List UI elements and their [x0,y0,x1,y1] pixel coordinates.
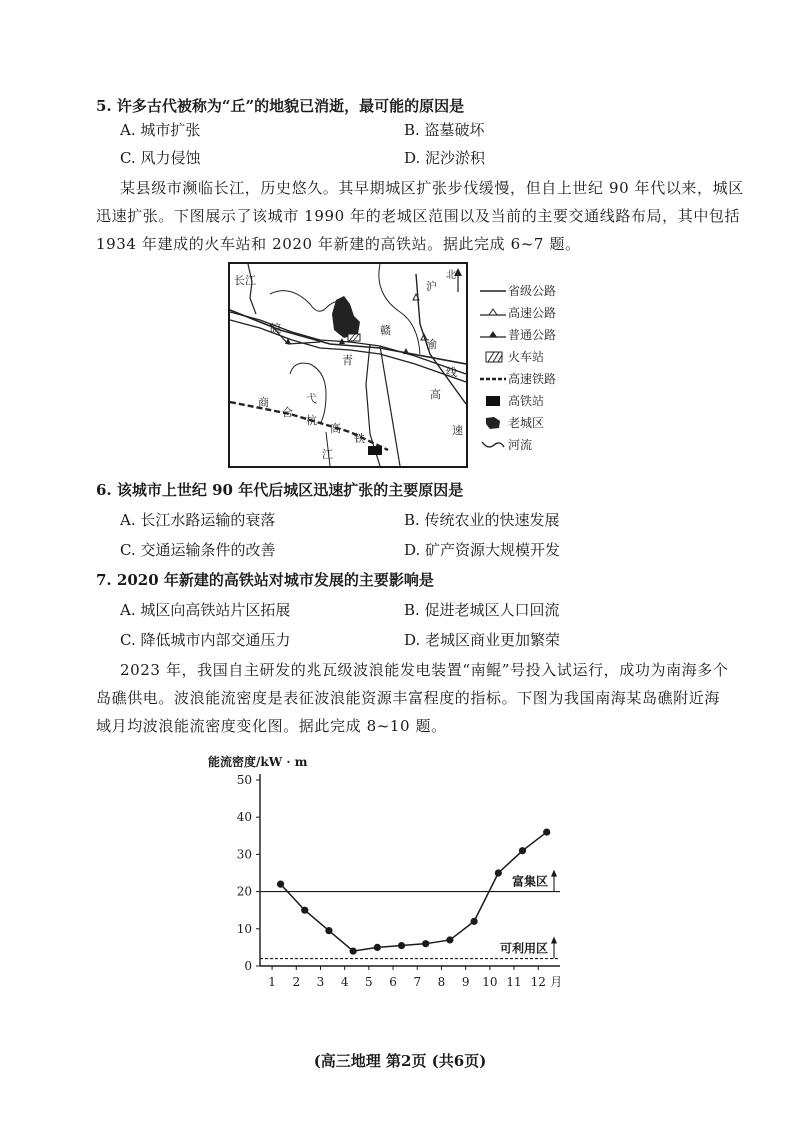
provincial-road-icon [480,284,506,298]
y-tick-label: 40 [236,810,252,825]
river-branch-east [379,264,420,354]
legend-row [480,302,590,324]
legend-row [480,280,590,302]
map-label-xian: 线 [446,366,457,379]
map-label-gao: 高 [430,388,441,401]
q6-option-b: B. 传统农业的快速发展 [404,511,560,529]
map-label-su: 速 [452,424,463,437]
map-label-hu: 沪 [426,280,437,293]
wave-energy-chart-svg [208,752,578,1000]
q6-stem: 6. 该城市上世纪 90 年代后城区迅速扩张的主要原因是 [96,481,464,499]
legend-label: 老城区 [508,416,545,430]
map-label-gao2: 高 [330,422,341,435]
q5-option-b: B. 盗墓破坏 [404,121,485,139]
legend-row [480,390,590,412]
y-tick-label: 20 [236,884,252,899]
legend-label: 普通公路 [508,328,557,342]
map-label-qing: 青 [342,354,353,367]
y-tick-label: 30 [236,847,252,862]
ordinary-road-south-2 [380,346,400,466]
legend-row [480,412,590,434]
q6-option-d: D. 矿产资源大规模开发 [404,541,561,559]
threshold-label: 富集区 [511,874,548,889]
y-tick-label: 0 [244,959,252,973]
old-town-icon [480,416,506,430]
intro2-line-3: 域月均波浪能流密度变化图。据此完成 8~10 题。 [96,717,447,735]
legend-row [480,324,590,346]
map-label-hang: 杭 [306,414,317,427]
city-map [228,262,468,468]
legend-label: 高铁站 [508,394,545,408]
ordinary-road-marker [403,348,409,354]
x-tick-label: 2 [292,975,301,989]
ordinary-road-icon [480,328,506,342]
map-label-qi: 弋 [306,392,317,405]
q5-option-a: A. 城市扩张 [120,121,201,139]
data-point [325,927,332,934]
q7-option-a: A. 城区向高铁站片区拓展 [120,601,291,619]
map-label-north: 北 [446,270,456,281]
x-tick-label: 1 [268,975,276,989]
river-icon [480,438,506,452]
threshold-label: 可利用区 [499,941,548,956]
train-station-icon [480,350,506,364]
q7-option-b: B. 促进老城区人口回流 [404,601,560,619]
data-point [301,907,308,914]
map-label-jiang: 江 [322,448,333,461]
map-label-shang: 商 [258,396,269,409]
x-tick-label: 8 [437,975,446,989]
expressway-huyu [416,274,466,404]
high-speed-station-icon [480,394,506,408]
page-footer: (高三地理 第2页 (共6页) [313,1052,487,1070]
x-tick-label: 4 [340,975,349,989]
legend-label: 省级公路 [508,284,557,298]
expressway-icon [480,306,506,320]
intro1-line-3: 1934 年建成的火车站和 2020 年新建的高铁站。据此完成 6~7 题。 [96,235,581,253]
data-point [495,869,502,876]
data-point [446,936,453,943]
old-town-area [332,296,360,338]
q5-stem: 5. 许多古代被称为“丘”的地貌已消逝，最可能的原因是 [96,97,465,115]
map-label-yu: 渝 [426,338,437,351]
q6-option-c: C. 交通运输条件的改善 [120,541,276,559]
data-point [422,940,429,947]
data-point [374,944,381,951]
q7-stem: 7. 2020 年新建的高铁站对城市发展的主要影响是 [96,571,434,589]
q7-option-d: D. 老城区商业更加繁荣 [404,631,561,649]
x-tick-label: 6 [389,975,397,989]
x-axis-label: 月 [550,975,563,989]
q7-option-c: C. 降低城市内部交通压力 [120,631,291,649]
map-label-he: 合 [282,406,293,419]
wave-energy-chart [208,752,578,1000]
x-tick-label: 10 [482,975,498,989]
q6-option-a: A. 长江水路运输的衰落 [120,511,276,529]
map-legend [480,280,590,456]
intro1-line-2: 迅速扩张。下图展示了该城市 1990 年的老城区范围以及当前的主要交通线路布局，其中包括 [96,207,741,225]
intro1-line-1: 某县级市濒临长江，历史悠久。其早期城区扩张步伐缓慢，但自上世纪 90 年代以来，城区 [120,179,744,197]
legend-row [480,368,590,390]
chart-y-axis-label: 能流密度/kW · m [208,755,308,769]
x-tick-label: 3 [316,975,325,989]
tributary-river [248,264,256,314]
legend-row [480,346,590,368]
data-point [519,847,526,854]
data-point [471,918,478,925]
x-tick-label: 9 [461,975,470,989]
legend-label: 火车站 [508,350,545,364]
map-label-river: 长江 [234,274,256,287]
data-point [398,942,405,949]
x-tick-label: 12 [530,975,546,989]
y-tick-label: 50 [236,773,252,787]
high-speed-rail-icon [480,372,506,386]
data-point [277,881,284,888]
legend-label: 河流 [508,438,533,452]
intro2-line-2: 岛礁供电。波浪能流密度是表征波浪能资源丰富程度的指标。下图为我国南海某岛礁附近海 [96,689,721,707]
legend-row [480,434,590,456]
map-label-hui: 皖 [270,322,281,335]
city-map-svg [230,264,466,466]
y-tick-label: 10 [236,921,252,936]
intro2-line-1: 2023 年，我国自主研发的兆瓦级波浪能发电装置“南鲲”号投入试运行，成功为南海多个 [120,661,729,679]
data-point [543,828,550,835]
q5-option-c: C. 风力侵蚀 [120,149,201,167]
q5-option-d: D. 泥沙淤积 [404,149,486,167]
x-tick-label: 5 [365,975,373,989]
data-point [350,948,357,955]
legend-label: 高速铁路 [508,372,557,386]
threshold-arrowhead [551,937,557,944]
x-tick-label: 7 [413,975,422,989]
threshold-arrowhead [551,870,557,877]
high-speed-station [368,446,382,455]
map-label-tie: 铁 [354,432,365,445]
map-label-gan: 赣 [380,324,391,337]
x-tick-label: 11 [506,975,522,989]
legend-label: 高速公路 [508,306,557,320]
